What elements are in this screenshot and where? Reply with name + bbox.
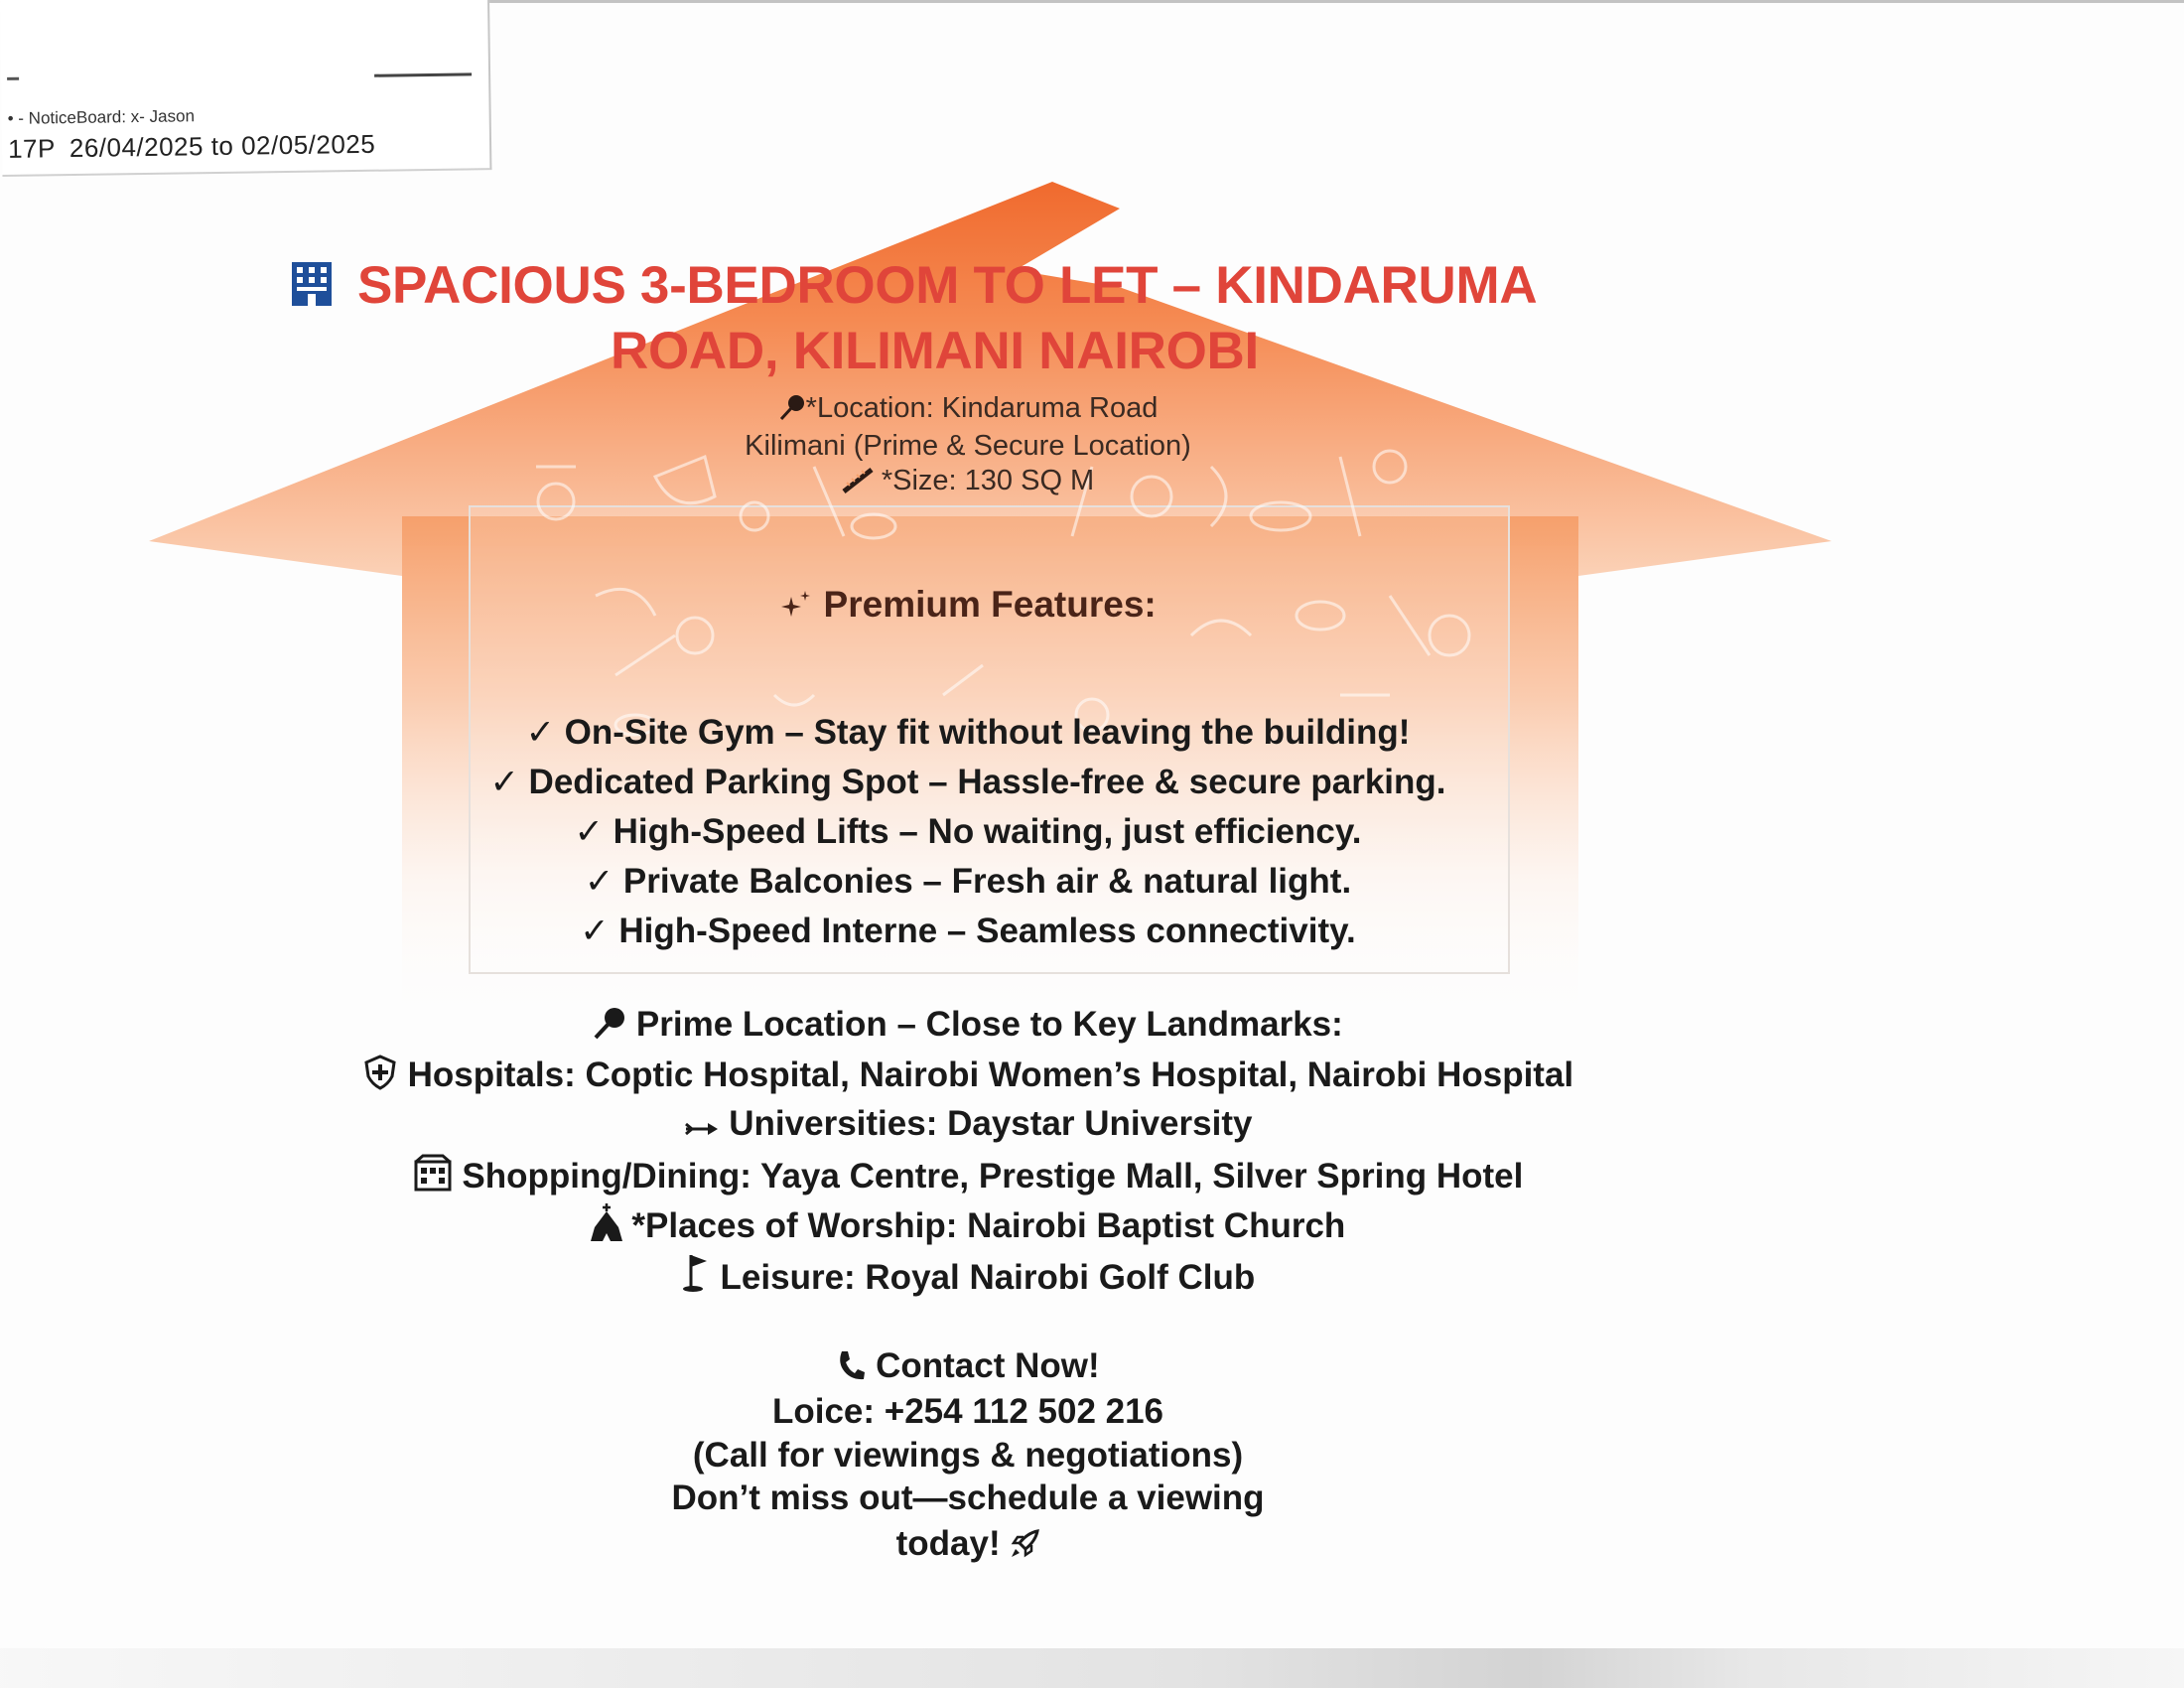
sticker-ref: 17P xyxy=(7,133,57,164)
size-line xyxy=(0,465,1936,497)
feature-item: ✓ Private Balconies – Fresh air & natural light. xyxy=(584,862,1352,901)
hospital-shield-icon xyxy=(362,1055,398,1090)
contact-phone: Loice: +254 112 502 216 xyxy=(771,1392,1164,1431)
sticker-board-text: • - NoticeBoard: x- Jason xyxy=(7,106,196,128)
location-line-1 xyxy=(0,389,1936,427)
contact-cta-line-1: Don’t miss out—schedule a viewing xyxy=(671,1478,1265,1517)
arrow-icon xyxy=(684,1119,720,1139)
feature-item: ✓ On-Site Gym – Stay fit without leaving the building! xyxy=(525,713,1411,752)
notice-board-sticker xyxy=(0,0,491,177)
round-pushpin-icon xyxy=(593,1006,626,1040)
universities-text: Universities: Daystar University xyxy=(729,1104,1253,1143)
telephone-receiver-icon xyxy=(836,1349,866,1381)
worship-text: *Places of Worship: Nairobi Baptist Church xyxy=(631,1206,1346,1245)
sticker-mark xyxy=(7,77,19,80)
location-line-2: Kilimani (Prime & Secure Location) xyxy=(745,430,1191,462)
sticker-dates-line xyxy=(8,129,376,165)
title-line-2: ROAD, KILIMANI NAIROBI xyxy=(611,322,1259,380)
feature-text: Private Balconies – Fresh air & natural light. xyxy=(622,862,1352,901)
round-pushpin-icon xyxy=(778,393,806,421)
contact-heading-text: Contact Now! xyxy=(876,1346,1100,1385)
cta-today-text: today! xyxy=(895,1524,1001,1563)
hospitals-text: Hospitals: Coptic Hospital, Nairobi Women’s Hospital, Nairobi Hospital xyxy=(407,1055,1574,1094)
location-text: *Location: Kindaruma Road xyxy=(805,392,1159,424)
contact-heading xyxy=(0,1346,1936,1386)
sticker-dates: 26/04/2025 to 02/05/2025 xyxy=(68,128,376,164)
landmark-shopping xyxy=(0,1154,1936,1196)
department-store-icon xyxy=(413,1154,453,1192)
landmark-universities xyxy=(0,1104,1936,1144)
feature-text: Dedicated Parking Spot – Hassle-free & secure parking. xyxy=(528,763,1446,801)
feature-text: On-Site Gym – Stay fit without leaving the building! xyxy=(564,713,1411,752)
landmark-leisure xyxy=(0,1253,1936,1298)
feature-text: High-Speed Lifts – No waiting, just efficiency. xyxy=(613,812,1362,851)
leisure-text: Leisure: Royal Nairobi Golf Club xyxy=(720,1258,1256,1297)
feature-item: ✓ Dedicated Parking Spot – Hassle-free & secure parking. xyxy=(489,763,1446,801)
size-text: *Size: 130 SQ M xyxy=(881,465,1095,496)
landmarks-heading xyxy=(0,1005,1936,1045)
premium-heading-text: Premium Features: xyxy=(823,584,1157,625)
rocket-icon xyxy=(1010,1529,1039,1559)
landmark-hospitals xyxy=(0,1055,1936,1095)
contact-cta-line-2 xyxy=(0,1524,1936,1564)
location-block xyxy=(0,389,1936,465)
church-icon xyxy=(591,1203,622,1241)
listing-title xyxy=(288,253,1698,384)
sparkles-icon xyxy=(779,587,813,621)
feature-item: ✓ High-Speed Interne – Seamless connectivity. xyxy=(580,912,1356,950)
landmark-worship xyxy=(0,1203,1936,1246)
shopping-text: Shopping/Dining: Yaya Centre, Prestige Mall, Silver Spring Hotel xyxy=(462,1157,1524,1196)
title-line-1: SPACIOUS 3-BEDROOM TO LET – KINDARUMA xyxy=(357,256,1538,315)
scan-bottom-shadow xyxy=(0,1648,2184,1688)
landmarks-heading-text: Prime Location – Close to Key Landmarks: xyxy=(635,1005,1343,1044)
premium-features-heading xyxy=(0,584,1936,626)
golf-flag-icon xyxy=(681,1253,711,1293)
contact-note: (Call for viewings & negotiations) xyxy=(692,1436,1244,1475)
ruler-icon xyxy=(842,466,874,493)
sticker-mark xyxy=(374,72,472,76)
feature-text: High-Speed Interne – Seamless connectivity. xyxy=(618,912,1356,950)
feature-item: ✓ High-Speed Lifts – No waiting, just efficiency. xyxy=(574,812,1362,851)
